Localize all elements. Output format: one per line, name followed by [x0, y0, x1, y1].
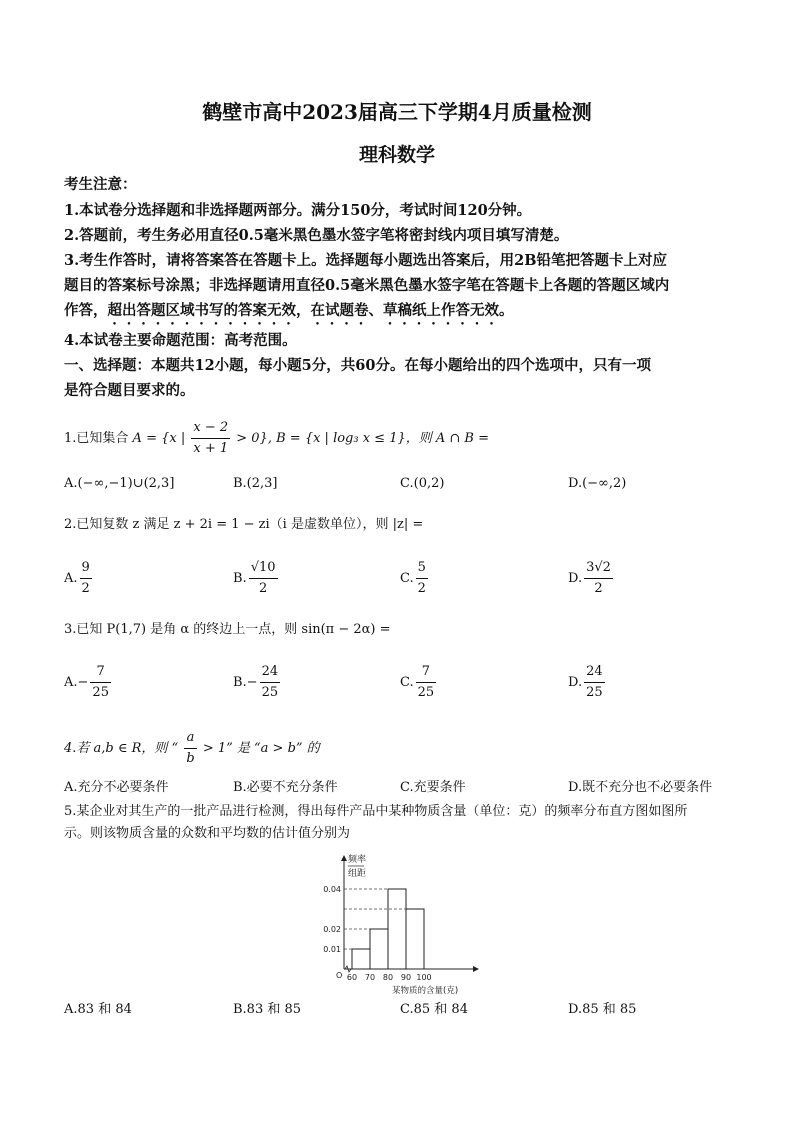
y-axis-label-bottom: 组距 — [348, 869, 367, 879]
frequency-histogram — [300, 848, 500, 998]
notice-item-3c-sep: ， — [296, 302, 311, 319]
q3-c-frac — [416, 662, 437, 703]
q1-option-c[interactable]: C.(0,2) — [400, 476, 445, 491]
q4-option-b[interactable]: B.必要不充分条件 — [233, 780, 338, 795]
notice-heading: 考生注意： — [64, 176, 137, 193]
q5-option-d[interactable]: D.85 和 85 — [568, 1002, 637, 1017]
notice-item-3c — [64, 298, 744, 328]
question-5-line2: 示。则该物质含量的众数和平均数的估计值分别为 — [64, 826, 351, 841]
q1-frac-num: x − 2 — [191, 418, 230, 439]
notice-item-3a: 3.考生作答时，请将答案答在答题卡上。选择题每小题选出答案后，用2B铅笔把答题卡上对应 — [64, 252, 667, 269]
histogram-bar — [370, 929, 388, 969]
q2-b-num: √10 — [249, 558, 278, 579]
y-tick-label: 0.04 — [323, 885, 341, 894]
question-2: 2.已知复数 z 满足 z + 2i = 1 − zi（i 是虚数单位），则 |z| = — [64, 517, 424, 532]
x-tick-label: 70 — [364, 973, 376, 982]
notice-item-3c-end: 。 — [499, 302, 514, 319]
q4-option-a[interactable]: A.充分不必要条件 — [64, 780, 169, 795]
q2-d-frac — [584, 558, 613, 599]
histogram-bar — [388, 889, 406, 969]
x-tick-label: 60 — [346, 973, 358, 982]
q2-b-label: B. — [233, 571, 247, 586]
notice-item-3c-plain: 作答， — [64, 302, 108, 319]
q3-b-num: 24 — [260, 662, 281, 683]
q2-d-num: 3√2 — [584, 558, 613, 579]
q2-b-den: 2 — [258, 581, 268, 596]
q3-d-frac — [584, 662, 605, 703]
section-heading-line2: 是符合题目要求的。 — [64, 382, 195, 399]
q2-a-den: 2 — [81, 581, 90, 596]
notice-item-4: 4.本试卷主要命题范围：高考范围。 — [64, 332, 297, 349]
q3-d-num: 24 — [584, 662, 605, 683]
q3-a-label: A.− — [64, 675, 89, 690]
q4-frac-den: b — [186, 751, 195, 766]
question-3: 3.已知 P(1,7) 是角 α 的终边上一点，则 sin(π − 2α) = — [64, 622, 391, 637]
q1-option-a[interactable]: A.(−∞,−1)∪(2,3] — [64, 476, 175, 491]
q3-b-den: 25 — [261, 685, 279, 700]
q2-c-den: 2 — [417, 581, 426, 596]
q2-b-frac — [249, 558, 278, 599]
q2-a-num: 9 — [80, 558, 92, 579]
q4-prefix: 4.若 a,b ∈ R，则 “ — [64, 741, 179, 756]
q2-a-frac — [80, 558, 92, 599]
exam-title: 鹤壁市高中2023届高三下学期4月质量检测 — [202, 100, 592, 124]
q1-set-a-left: A = {x | — [132, 431, 186, 446]
q2-option-c[interactable] — [400, 558, 430, 599]
q5-option-a[interactable]: A.83 和 84 — [64, 1002, 132, 1017]
q3-c-label: C. — [400, 675, 414, 690]
q3-c-den: 25 — [417, 685, 435, 700]
q3-d-label: D. — [568, 675, 583, 690]
q2-c-num: 5 — [416, 558, 428, 579]
q3-b-frac — [260, 662, 281, 703]
x-tick-label: 90 — [400, 973, 412, 982]
q4-frac-num: a — [184, 728, 196, 749]
exam-subject: 理科数学 — [358, 144, 435, 166]
q5-option-b[interactable]: B.83 和 85 — [233, 1002, 302, 1017]
q4-suffix: > 1” 是 “a > b” 的 — [202, 741, 320, 756]
notice-item-3b: 题目的答案标号涂黑；非选择题请用直径0.5毫米黑色墨水签字笔在答题卡上各题的答题区域内 — [64, 277, 670, 294]
question-1 — [64, 418, 744, 459]
q2-option-d[interactable] — [568, 558, 615, 599]
q2-d-label: D. — [568, 571, 583, 586]
q1-set-b: B = {x | log₃ x ≤ 1}，则 A ∩ B = — [276, 431, 490, 446]
q1-option-b[interactable]: B.(2,3] — [233, 476, 278, 491]
q1-frac-den: x + 1 — [193, 441, 229, 456]
q2-d-den: 2 — [594, 581, 603, 596]
q5-option-c[interactable]: C.85 和 84 — [400, 1002, 468, 1017]
q2-a-label: A. — [64, 571, 78, 586]
q1-prefix: 1.已知集合 — [64, 431, 129, 446]
y-axis-label-top: 频率 — [348, 855, 367, 865]
q3-a-num: 7 — [90, 662, 111, 683]
q3-a-den: 25 — [92, 685, 109, 700]
q3-option-a[interactable] — [64, 662, 113, 703]
q1-fraction — [191, 418, 230, 459]
question-5-line1: 5.某企业对其生产的一批产品进行检测，得出每件产品中某种物质含量（单位：克）的频率分布直方图如图所 — [64, 804, 688, 819]
q2-option-a[interactable] — [64, 558, 94, 599]
x-tick-label: 80 — [382, 973, 394, 982]
notice-item-1: 1.本试卷分选择题和非选择题两部分。满分150分，考试时间120分钟。 — [64, 202, 532, 219]
section-heading-line1: 一、选择题：本题共12小题，每小题5分，共60分。在每小题给出的四个选项中，只有一项 — [64, 357, 651, 374]
q3-a-frac — [90, 662, 111, 703]
origin-label: O — [336, 971, 343, 980]
y-tick-label: 0.02 — [323, 925, 341, 934]
notice-emphasis-2: 在试题卷、草稿纸上作答无效 — [310, 302, 499, 319]
q3-c-num: 7 — [416, 662, 437, 683]
q3-option-b[interactable] — [233, 662, 282, 703]
q1-set-a-right: > 0}, — [236, 431, 272, 446]
q4-option-d[interactable]: D.既不充分也不必要条件 — [568, 780, 713, 795]
notice-item-2: 2.答题前，考生务必用直径0.5毫米黑色墨水签字笔将密封线内项目填写清楚。 — [64, 227, 569, 244]
q2-c-label: C. — [400, 571, 414, 586]
q3-option-c[interactable] — [400, 662, 438, 703]
histogram-bar — [352, 949, 370, 969]
q4-fraction — [184, 728, 196, 769]
q1-option-d[interactable]: D.(−∞,2) — [568, 476, 627, 491]
x-axis-label: 某物质的含量(克) — [392, 986, 459, 996]
q2-c-frac — [416, 558, 428, 599]
x-tick-label: 100 — [416, 973, 432, 982]
q3-b-label: B.− — [233, 675, 258, 690]
histogram-bar — [406, 909, 424, 969]
q3-option-d[interactable] — [568, 662, 607, 703]
q2-option-b[interactable] — [233, 558, 280, 599]
q3-d-den: 25 — [586, 685, 603, 700]
notice-emphasis-1: 超出答题区域书写的答案无效 — [107, 302, 296, 319]
question-4 — [64, 728, 744, 769]
y-tick-label: 0.01 — [323, 945, 341, 954]
q4-option-c[interactable]: C.充要条件 — [400, 780, 466, 795]
histogram-svg — [300, 848, 500, 998]
